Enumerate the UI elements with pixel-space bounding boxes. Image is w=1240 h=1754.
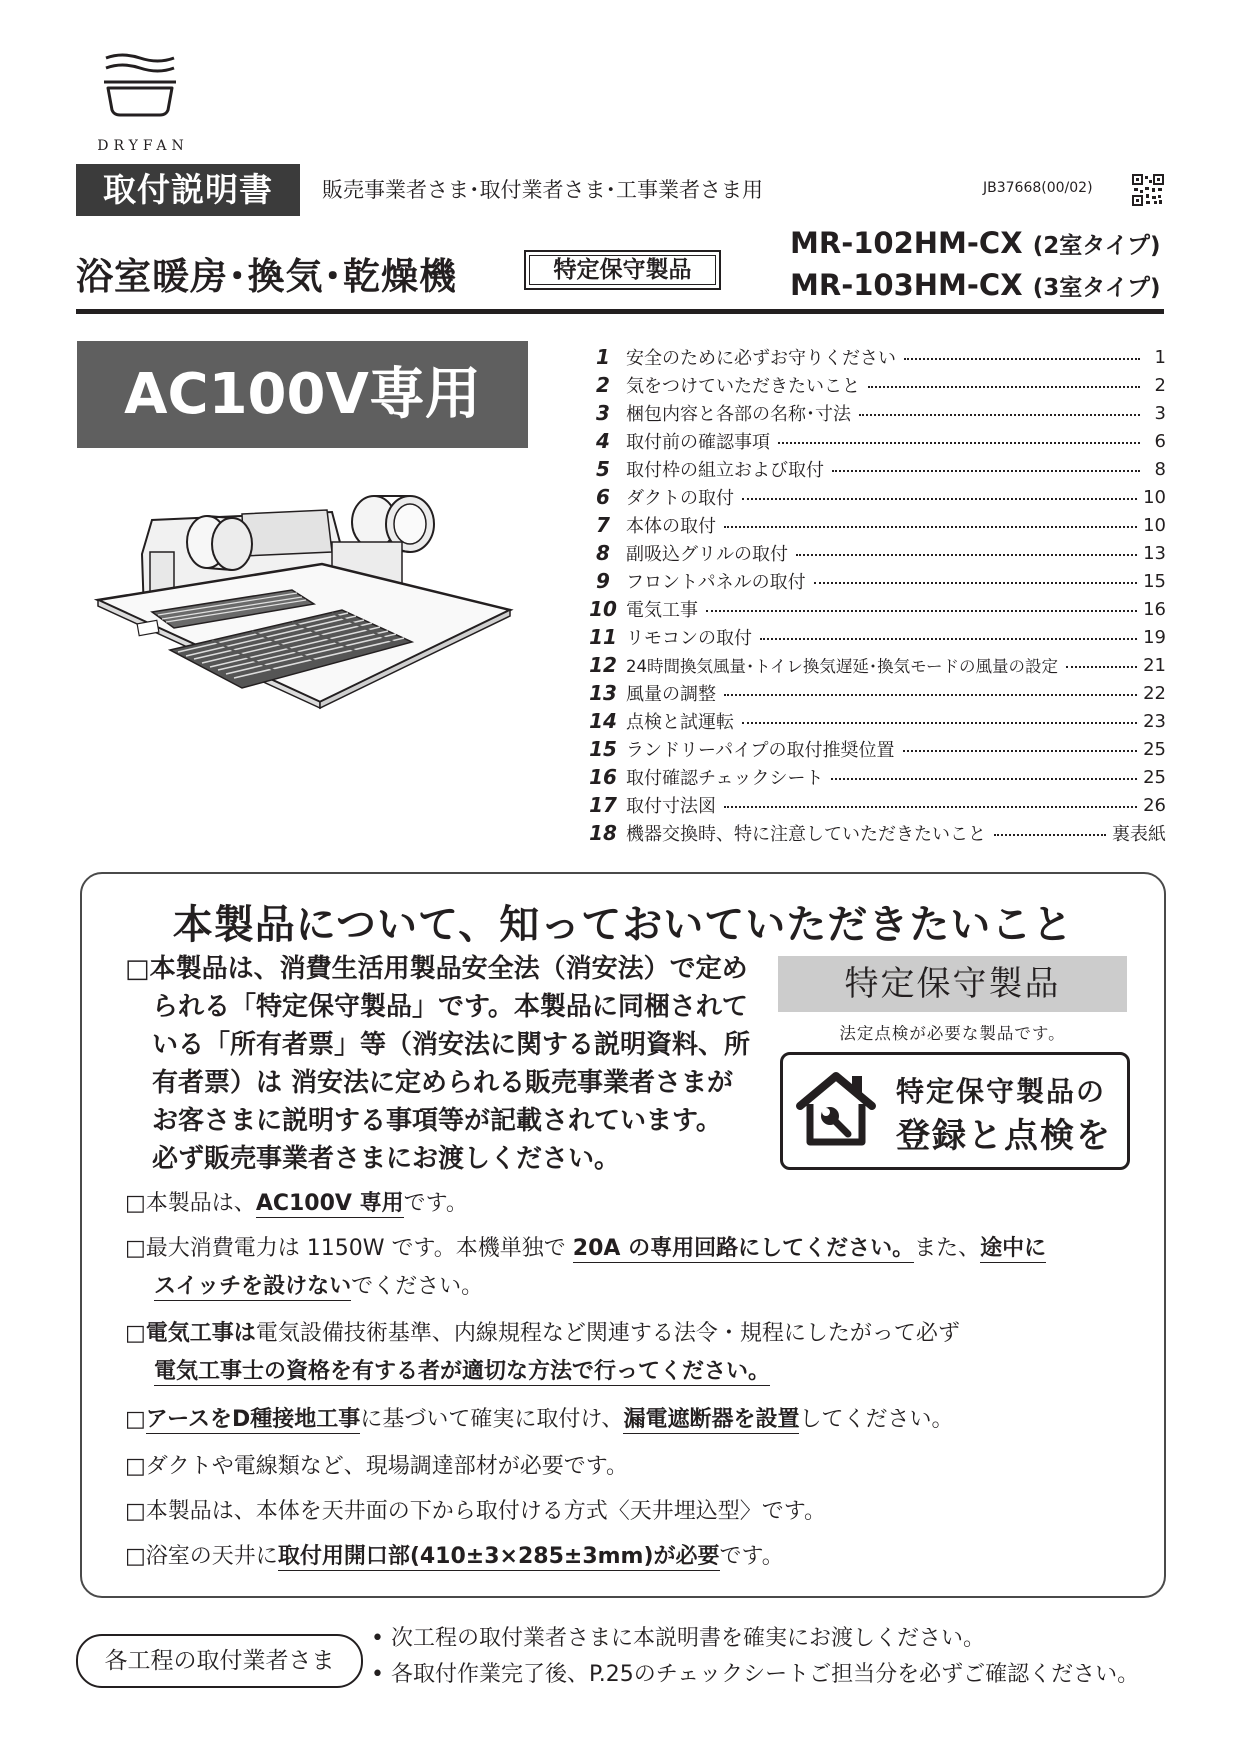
- toc-number: 4: [596, 429, 610, 453]
- note-text: です。: [719, 1544, 784, 1569]
- note-electrical-cont: [125, 1352, 770, 1392]
- note-voltage: [125, 1184, 468, 1224]
- checkbox-icon: □: [125, 1544, 146, 1569]
- note-materials: [125, 1447, 628, 1487]
- bath-steam-logo-icon: [98, 52, 182, 118]
- toc-page: 25: [1143, 738, 1166, 760]
- toc-item: [580, 455, 1166, 483]
- toc-title: 機器交換時、特に注意していただきたいこと: [626, 824, 986, 845]
- checkbox-icon: □: [125, 1191, 146, 1216]
- toc-title: 安全のために必ずお守りください: [626, 348, 896, 369]
- toc-title: 取付寸法図: [626, 796, 716, 817]
- note-install-type: [125, 1492, 826, 1532]
- toc-page: 15: [1143, 570, 1166, 592]
- checkbox-icon: □: [125, 1236, 146, 1261]
- toc-page: 10: [1143, 514, 1166, 536]
- registration-line-2: 登録と点検を: [896, 1116, 1112, 1156]
- toc-page: 19: [1143, 626, 1166, 648]
- brand-name: DRYFAN: [97, 138, 189, 154]
- toc-title: 取付枠の組立および取付: [626, 460, 824, 481]
- note-emphasis: 途中に: [980, 1236, 1047, 1261]
- toc-item: [580, 623, 1166, 651]
- checkbox-icon: □: [125, 954, 150, 984]
- toc-title: 24時間換気風量･トイレ換気遅延･換気モードの風量の設定: [626, 657, 1059, 676]
- toc-page: 3: [1154, 402, 1166, 424]
- toc-page: 8: [1154, 458, 1166, 480]
- note-power: [125, 1229, 1046, 1269]
- toc-item: [580, 427, 1166, 455]
- toc-item: [580, 511, 1166, 539]
- product-illustration: [92, 492, 522, 767]
- table-of-contents: [580, 343, 1166, 847]
- toc-number: 13: [589, 681, 617, 705]
- toc-number: 9: [596, 569, 610, 593]
- note-emphasis: 20A の専用回路にしてください。: [572, 1236, 915, 1261]
- toc-number: 18: [589, 821, 617, 845]
- toc-item: [580, 819, 1166, 847]
- toc-page: 1: [1154, 346, 1166, 368]
- notice-heading: 本製品について、知っておいていただきたいこと: [172, 902, 1074, 948]
- model-code: MR-103HM-CX: [790, 268, 1023, 302]
- checkbox-icon: □: [125, 1321, 146, 1346]
- toc-item: [580, 763, 1166, 791]
- toc-title: ランドリーパイプの取付推奨位置: [626, 740, 895, 761]
- toc-item: [580, 679, 1166, 707]
- model-number-2: [790, 268, 1161, 302]
- toc-title: 梱包内容と各部の名称･寸法: [626, 404, 851, 425]
- note-grounding: [125, 1400, 953, 1440]
- toc-page: 2: [1154, 374, 1166, 396]
- notice-main-line: いる「所有者票」等（消安法に関する説明資料、所: [152, 1030, 751, 1060]
- note-opening: [125, 1537, 784, 1577]
- toc-number: 6: [596, 485, 610, 509]
- toc-number: 5: [596, 457, 610, 481]
- notice-main-line: られる「特定保守製品」です。本製品に同梱されて: [152, 992, 748, 1022]
- footer-instruction: • 次工程の取付業者さまに本説明書を確実にお渡しください。: [371, 1626, 985, 1651]
- checkbox-icon: □: [125, 1499, 146, 1524]
- toc-title: 副吸込グリルの取付: [626, 544, 788, 565]
- toc-item: [580, 539, 1166, 567]
- note-emphasis: アースをD種接地工事: [145, 1407, 361, 1432]
- toc-item: [580, 483, 1166, 511]
- toc-title: ダクトの取付: [626, 488, 734, 509]
- notice-text: 本製品は、消費生活用製品安全法（消安法）で定め: [149, 954, 748, 984]
- toc-number: 12: [589, 653, 617, 677]
- product-title: 浴室暖房･換気･乾燥機: [76, 255, 457, 298]
- note-text: でください。: [351, 1274, 484, 1299]
- note-emphasis: 電気工事は: [145, 1321, 256, 1346]
- toc-number: 11: [589, 625, 617, 649]
- specified-maintenance-badge: [524, 250, 721, 290]
- toc-item: [580, 371, 1166, 399]
- note-emphasis: 取付用開口部(410±3×285±3mm)が必要: [277, 1544, 720, 1569]
- checkbox-icon: □: [125, 1454, 146, 1479]
- notice-main-line: 必ず販売事業者さまにお渡しください。: [152, 1144, 621, 1174]
- toc-title: 電気工事: [626, 600, 698, 621]
- toc-title: 取付前の確認事項: [626, 432, 770, 453]
- toc-page: 13: [1143, 542, 1166, 564]
- toc-number: 3: [596, 401, 610, 425]
- specified-maintenance-badge-label: 特定保守製品: [553, 257, 692, 283]
- toc-page: 裏表紙: [1112, 824, 1166, 845]
- toc-number: 2: [596, 373, 610, 397]
- audience-text: 販売事業者さま･取付業者さま･工事業者さま用: [322, 178, 763, 202]
- toc-page: 23: [1143, 710, 1166, 732]
- model-type: (3室タイプ): [1032, 275, 1161, 301]
- house-wrench-icon: [794, 1068, 878, 1148]
- registration-line-1: 特定保守製品の: [896, 1075, 1107, 1108]
- note-emphasis: AC100V 専用: [255, 1191, 404, 1216]
- toc-page: 22: [1143, 682, 1166, 704]
- note-text: です。: [403, 1191, 468, 1216]
- toc-title: リモコンの取付: [626, 628, 752, 649]
- toc-number: 16: [589, 765, 617, 789]
- toc-page: 21: [1143, 654, 1166, 676]
- doc-code: JB37668(00/02): [983, 180, 1093, 196]
- note-text: してください。: [799, 1407, 954, 1432]
- toc-item: [580, 651, 1166, 679]
- model-number-1: [790, 226, 1161, 260]
- notice-main-line: [125, 950, 765, 988]
- toc-title: 気をつけていただきたいこと: [626, 376, 860, 397]
- note-text: また、: [914, 1236, 981, 1261]
- note-text: ダクトや電線類など、現場調達部材が必要です。: [145, 1454, 629, 1479]
- note-text: 最大消費電力は 1150W です。本機単独で: [145, 1236, 573, 1261]
- note-emphasis: 電気工事士の資格を有する者が適切な方法で行ってください。: [154, 1359, 771, 1384]
- toc-page: 25: [1143, 766, 1166, 788]
- toc-title: 風量の調整: [626, 684, 716, 705]
- note-emphasis: スイッチを設けない: [154, 1274, 352, 1299]
- voltage-label: AC100V専用: [77, 341, 528, 448]
- inspection-required-caption: 法定点検が必要な製品です。: [839, 1024, 1066, 1043]
- toc-title: フロントパネルの取付: [626, 572, 806, 593]
- toc-page: 10: [1143, 486, 1166, 508]
- note-text: に基づいて確実に取付け、: [360, 1407, 624, 1432]
- toc-number: 15: [589, 737, 617, 761]
- toc-title: 取付確認チェックシート: [626, 768, 824, 789]
- toc-item: [580, 707, 1166, 735]
- toc-item: [580, 595, 1166, 623]
- model-type: (2室タイプ): [1032, 233, 1161, 259]
- toc-item: [580, 735, 1166, 763]
- title-divider: [76, 309, 1164, 314]
- footer-instruction: • 各取付作業完了後、P.25のチェックシートご担当分を必ずご確認ください。: [371, 1662, 1140, 1687]
- specified-maintenance-product-badge: 特定保守製品: [778, 956, 1127, 1012]
- toc-item: [580, 343, 1166, 371]
- toc-item: [580, 791, 1166, 819]
- notice-main-line: お客さまに説明する事項等が記載されています。: [152, 1106, 722, 1136]
- note-text: 本製品は、: [145, 1191, 256, 1216]
- toc-number: 14: [589, 709, 617, 733]
- toc-number: 10: [589, 597, 617, 621]
- toc-item: [580, 567, 1166, 595]
- footer-tag: 各工程の取付業者さま: [76, 1634, 363, 1688]
- toc-page: 26: [1143, 794, 1166, 816]
- note-electrical: [125, 1314, 960, 1354]
- doc-type-label: 取付説明書: [76, 164, 300, 216]
- toc-page: 16: [1143, 598, 1166, 620]
- note-text: 電気設備技術基準、内線規程など関連する法令・規程にしたがって必ず: [255, 1321, 960, 1346]
- toc-number: 7: [596, 513, 610, 537]
- note-emphasis: 漏電遮断器を設置: [623, 1407, 800, 1432]
- toc-number: 8: [596, 541, 610, 565]
- toc-title: 点検と試運転: [626, 712, 734, 733]
- note-power-cont: [125, 1267, 483, 1307]
- toc-title: 本体の取付: [626, 516, 716, 537]
- qr-code-icon: [1132, 174, 1164, 206]
- toc-page: 6: [1154, 430, 1166, 452]
- toc-number: 1: [596, 345, 610, 369]
- toc-number: 17: [589, 793, 617, 817]
- notice-main-line: 有者票）は 消安法に定められる販売事業者さまが: [152, 1068, 734, 1098]
- model-code: MR-102HM-CX: [790, 226, 1023, 260]
- note-text: 浴室の天井に: [145, 1544, 278, 1569]
- notice-main-text: [125, 950, 765, 1178]
- toc-item: [580, 399, 1166, 427]
- checkbox-icon: □: [125, 1407, 146, 1432]
- note-text: 本製品は、本体を天井面の下から取付ける方式〈天井埋込型〉です。: [145, 1499, 827, 1524]
